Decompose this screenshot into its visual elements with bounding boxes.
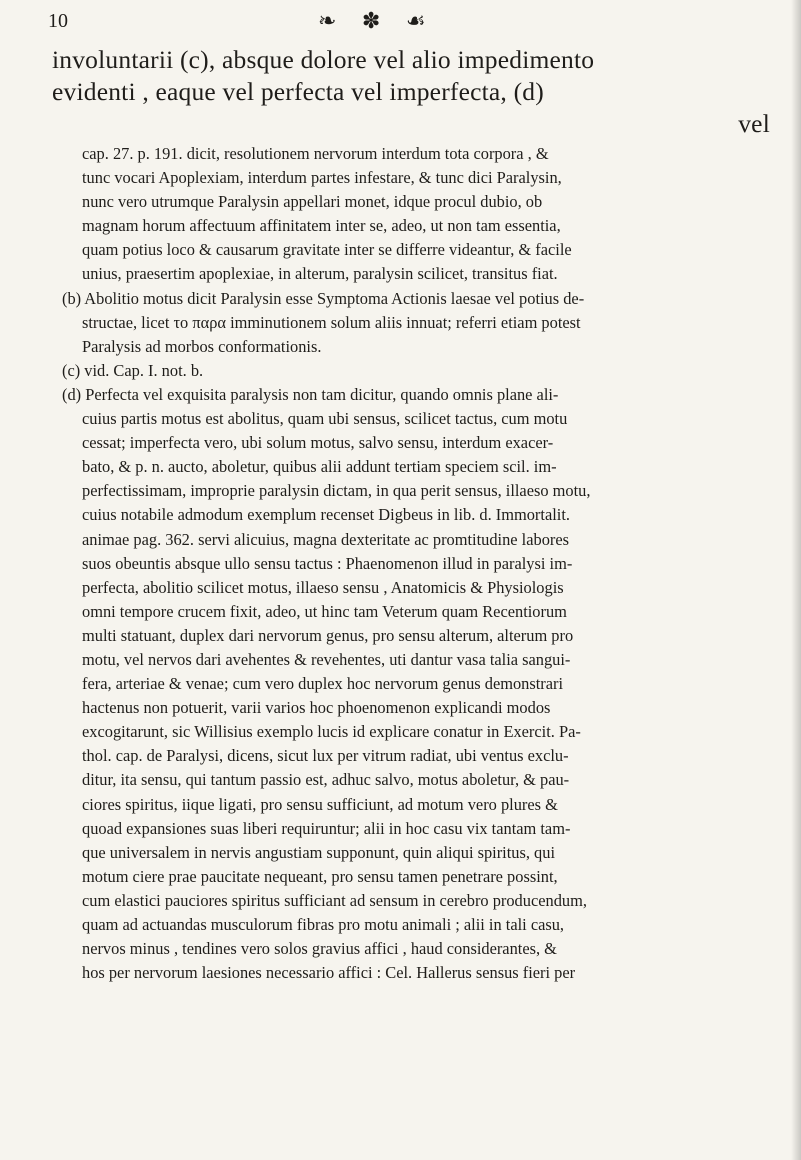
footnote-line: excogitarunt, sic Willisius exemplo lucis id explicare conatur in Exercit. Pa- xyxy=(82,722,581,742)
footnote-line: (b) Abolitio motus dicit Paralysin esse Symptoma Actionis laesae vel potius de- xyxy=(62,288,585,308)
footnote-line: cuius partis motus est abolitus, quam ubi sensus, scilicet tactus, cum motu xyxy=(82,409,568,429)
footnote-line: ditur, ita sensu, qui tantum passio est, adhuc salvo, motus aboletur, & pau- xyxy=(82,770,570,790)
page-number: 10 xyxy=(48,10,68,32)
footnote-line: thol. cap. de Paralysi, dicens, sicut lux per vitrum radiat, ubi ventus exclu- xyxy=(82,746,569,766)
footnote-line: motu, vel nervos dari avehentes & revehentes, uti dantur vasa talia sangui- xyxy=(82,649,571,669)
footnote-line: perfectissimam, improprie paralysin dictam, in qua perit sensus, illaeso motu, xyxy=(82,481,591,501)
footnote-line: cuius notabile admodum exemplum recenset Digbeus in lib. d. Immortalit. xyxy=(82,505,570,525)
header-ornament-icon: ❧ ✽ ☙ xyxy=(318,8,436,33)
footnote-line: Paralysis ad morbos conformationis. xyxy=(82,336,322,356)
footnote-line: tunc vocari Apoplexiam, interdum partes infestare, & tunc dici Paralysin, xyxy=(82,168,562,188)
footnote-line: cessat; imperfecta vero, ubi solum motus, salvo sensu, interdum exacer- xyxy=(82,433,554,453)
catchword: vel xyxy=(738,109,770,138)
footnote-line: (c) vid. Cap. I. not. b. xyxy=(62,360,204,380)
footnote-line: nervos minus , tendines vero solos gravius affici , haud considerantes, & xyxy=(82,939,557,959)
footnote-line: unius, praesertim apoplexiae, in alterum, paralysin scilicet, transitus fiat. xyxy=(82,264,558,284)
footnote-line: (d) Perfecta vel exquisita paralysis non tam dicitur, quando omnis plane ali- xyxy=(62,384,559,404)
footnote-line: hactenus non potuerit, varii varios hoc phoenomenon explicandi modos xyxy=(82,698,551,718)
footnote-line: suos obeuntis absque ullo sensu tactus : Phaenomenon illud in paralysi im- xyxy=(82,553,573,573)
page-header xyxy=(0,4,801,40)
page-edge-shadow xyxy=(791,0,801,1160)
footnote-line: omni tempore crucem fixit, adeo, ut hinc tam Veterum quam Recentiorum xyxy=(82,601,567,621)
footnote-line: cap. 27. p. 191. dicit, resolutionem nervorum interdum tota corpora , & xyxy=(82,144,549,163)
footnote-line: nunc vero utrumque Paralysin appellari monet, idque procul dubio, ob xyxy=(82,192,543,212)
footnote-line: perfecta, abolitio scilicet motus, illaeso sensu , Anatomicis & Physiologis xyxy=(82,577,564,597)
footnotes-block xyxy=(62,142,774,985)
main-text-block xyxy=(52,44,770,140)
footnote-line: ciores spiritus, iique ligati, pro sensu sufficiunt, ad motum vero plures & xyxy=(82,794,558,814)
footnote-line: multi statuant, duplex dari nervorum genus, pro sensu alterum, alterum pro xyxy=(82,625,574,645)
footnote-line: hos per nervorum laesiones necessario affici : Cel. Hallerus sensus fieri per xyxy=(82,963,576,983)
footnote-line: que universalem in nervis angustiam supponunt, quin aliqui spiritus, qui xyxy=(82,842,555,862)
footnote-line: quam potius loco & causarum gravitate inter se differre videantur, & facile xyxy=(82,240,572,260)
footnote-line: bato, & p. n. aucto, aboletur, quibus alii addunt tertiam speciem scil. im- xyxy=(82,457,557,477)
footnote-line: quoad expansiones suas liberi requiruntur; alii in hoc casu vix tantam tam- xyxy=(82,818,571,838)
footnote-line: magnam horum affectuum affinitatem inter se, adeo, ut non tam essentia, xyxy=(82,216,561,236)
footnote-line: cum elastici pauciores spiritus sufficiant ad sensum in cerebro producendum, xyxy=(82,890,587,910)
footnote-line: animae pag. 362. servi alicuius, magna dexteritate ac promtitudine labores xyxy=(82,529,569,549)
footnote-line: motum ciere prae paucitate nequeant, pro sensu tamen penetrare possint, xyxy=(82,866,558,886)
main-line: involuntarii (c), absque dolore vel alio impedimento xyxy=(52,45,595,74)
footnote-line: structae, licet το παρα imminutionem solum aliis innuat; referri etiam potest xyxy=(82,312,581,332)
footnote-line: quam ad actuandas musculorum fibras pro motu animali ; alii in tali casu, xyxy=(82,915,565,934)
main-line: evidenti , eaque vel perfecta vel imperfecta, (d) xyxy=(52,77,544,106)
footnote-line: fera, arteriae & venae; cum vero duplex hoc nervorum genus demonstrari xyxy=(82,674,564,694)
